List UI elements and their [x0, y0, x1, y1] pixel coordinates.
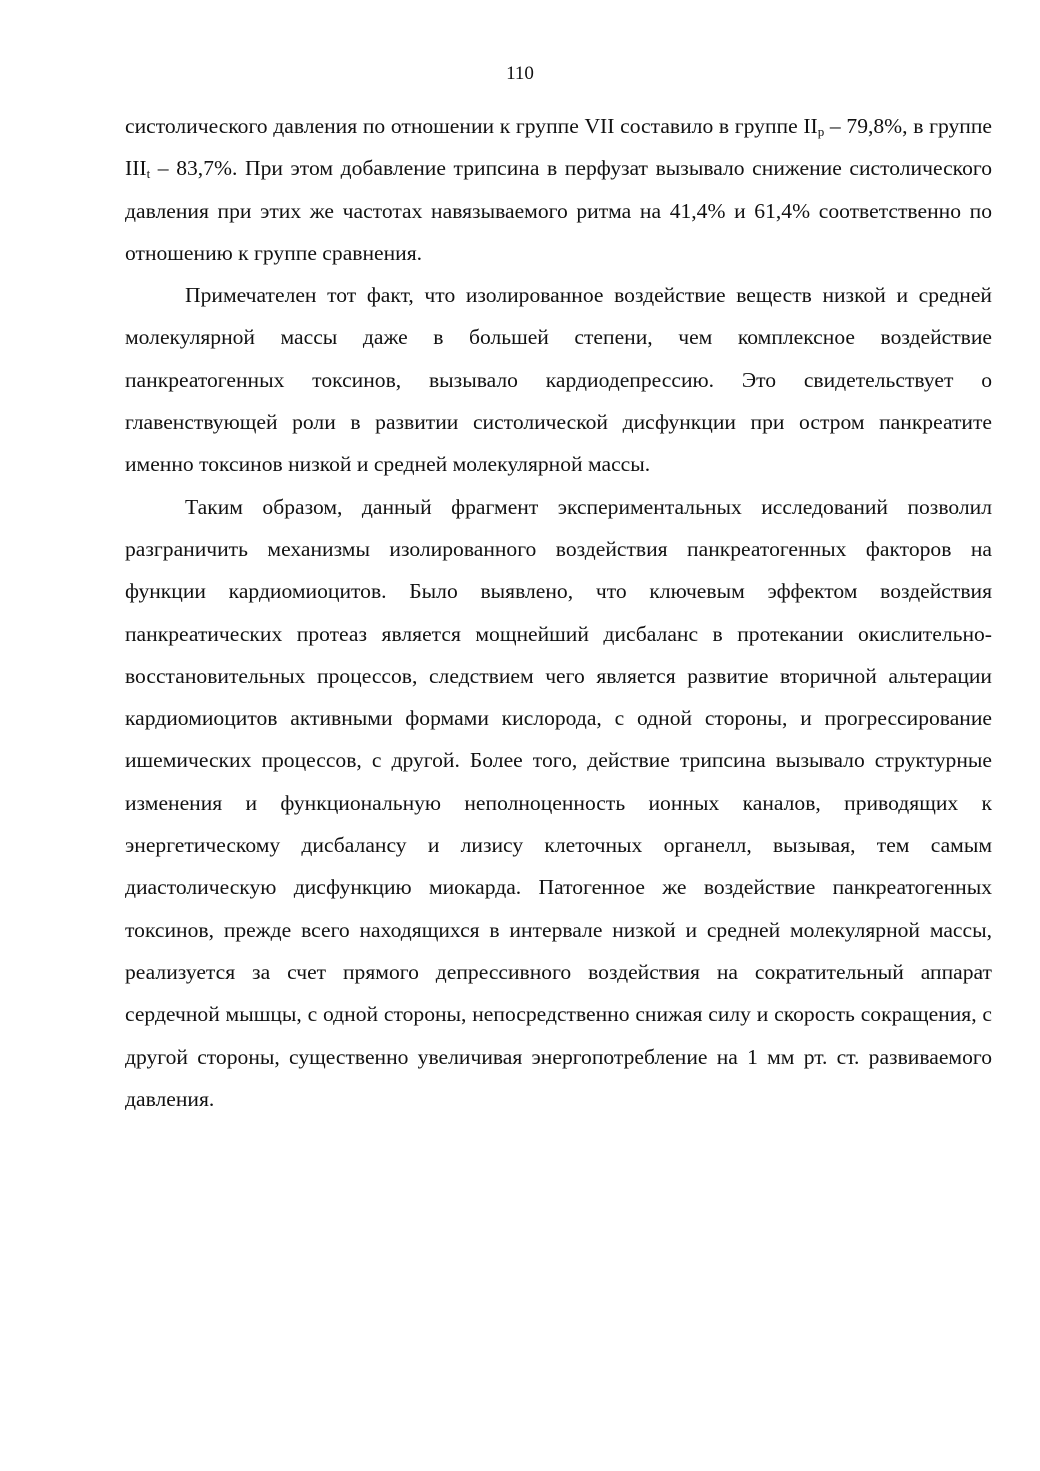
subscript-p: p	[817, 124, 825, 139]
document-body	[125, 105, 992, 1120]
paragraph-conclusion: Таким образом, данный фрагмент экспериментальных исследований позволил разграничить механизмы изолированного воздействия панкреатогенных факторов на функции кардиомиоцитов. Было выявлено, что ключевым эффектом воздействия панкреатических протеаз является мощнейший дисбаланс в протекании окислительно-восстановительных процессов, следствием чего является развитие вторичной альтерации кардиомиоцитов активными формами кислорода, с одной стороны, и прогрессирование ишемических процессов, с другой. Более того, действие трипсина вызывало структурные изменения и функциональную неполноценность ионных каналов, приводящих к энергетическому дисбалансу и лизису клеточных органелл, вызывая, тем самым диастолическую дисфункцию миокарда. Патогенное же воздействие панкреатогенных токсинов, прежде всего находящихся в интервале низкой и средней молекулярной массы, реализуется за счет прямого депрессивного воздействия на сократительный аппарат сердечной мышцы, с одной стороны, непосредственно снижая силу и скорость сокращения, с другой стороны, существенно увеличивая энергопотребление на 1 мм рт. ст. развиваемого давления.	[125, 494, 992, 1111]
subscript-t: t	[146, 166, 151, 182]
paragraph-systolic-pressure	[125, 105, 992, 274]
page-number: 110	[506, 63, 534, 84]
paragraph-text-part: – 79,8%, в группе III	[125, 114, 992, 181]
paragraph-text-part: систолического давления по отношении к группе VII составило в группе II	[125, 114, 818, 138]
paragraph-text-part: – 83,7%. При этом добавление трипсина в перфузат вызывало снижение систолического давления при этих же частотах навязываемого ритма на 41,4% и 61,4% соответственно по отношению к группе сравнения.	[125, 156, 992, 265]
paragraph-cardiodepression: Примечателен тот факт, что изолированное воздействие веществ низкой и средней молекулярной массы даже в большей степени, чем комплексное воздействие панкреатогенных токсинов, вызывало кардиодепрессию. Это свидетельствует о главенствующей роли в развитии систолической дисфункции при остром панкреатите именно токсинов низкой и средней молекулярной массы.	[125, 283, 992, 477]
